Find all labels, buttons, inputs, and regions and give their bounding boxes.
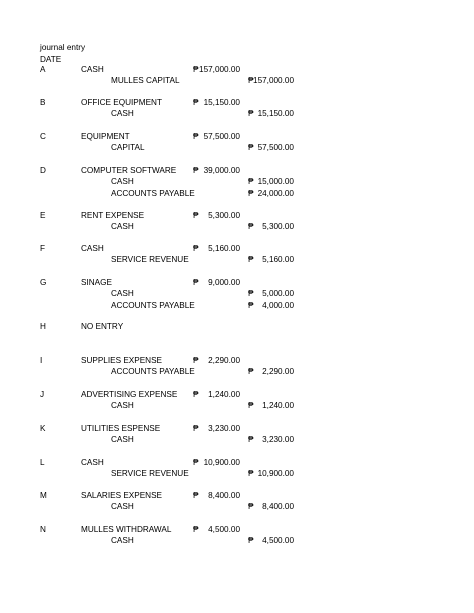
peso-sign: ₱ xyxy=(193,211,199,220)
debit-account-name: ADVERTISING EXPENSE xyxy=(81,390,178,399)
peso-sign: ₱ xyxy=(248,300,254,310)
credit-account-name: MULLES CAPITAL xyxy=(111,76,180,86)
credit-account-name: CASH xyxy=(111,401,134,411)
journal-title: journal entry xyxy=(40,43,86,52)
credit-amount: 157,000.00 xyxy=(253,76,294,86)
debit-amount: 9,000.00 xyxy=(208,278,240,287)
debit-amount: 57,500.00 xyxy=(203,132,240,141)
debit-amount: 1,240.00 xyxy=(208,390,240,399)
debit-account-name: UTILITIES ESPENSE xyxy=(81,424,161,433)
peso-sign: ₱ xyxy=(248,222,254,232)
peso-sign: ₱ xyxy=(193,132,199,141)
credit-amount: 3,230.00 xyxy=(262,435,294,445)
debit-amount: 10,900.00 xyxy=(203,458,240,467)
peso-sign: ₱ xyxy=(193,491,199,500)
peso-sign: ₱ xyxy=(248,177,254,187)
entry-letter: D xyxy=(40,166,46,175)
peso-sign: ₱ xyxy=(193,525,199,534)
peso-sign: ₱ xyxy=(193,424,199,433)
peso-sign: ₱ xyxy=(193,244,199,253)
peso-sign: ₱ xyxy=(248,143,254,153)
credit-amount: 4,500.00 xyxy=(262,536,294,546)
credit-amount: 24,000.00 xyxy=(257,188,294,198)
debit-amount: 8,400.00 xyxy=(208,491,240,500)
debit-account-name: NO ENTRY xyxy=(81,322,124,331)
peso-sign: ₱ xyxy=(193,278,199,287)
peso-sign: ₱ xyxy=(248,367,254,377)
debit-amount: 2,290.00 xyxy=(208,356,240,365)
credit-account-name: ACCOUNTS PAYABLE xyxy=(111,367,195,377)
credit-account-name: CASH xyxy=(111,222,134,232)
debit-account-name: OFFICE EQUIPMENT xyxy=(81,98,162,107)
credit-amount: 15,150.00 xyxy=(257,109,294,119)
entry-letter: F xyxy=(40,244,46,253)
peso-sign: ₱ xyxy=(193,98,199,107)
entry-letter: K xyxy=(40,424,46,433)
peso-sign: ₱ xyxy=(193,390,199,399)
credit-account-name: CAPITAL xyxy=(111,143,145,153)
debit-amount: 39,000.00 xyxy=(203,166,240,175)
credit-account-name: SERVICE REVENUE xyxy=(111,255,189,265)
entry-letter: L xyxy=(40,458,45,467)
peso-sign: ₱ xyxy=(193,166,199,175)
debit-amount: 5,160.00 xyxy=(208,244,240,253)
debit-account-name: CASH xyxy=(81,244,104,253)
peso-sign: ₱ xyxy=(248,401,254,411)
entry-letter: A xyxy=(40,65,46,74)
entry-letter: N xyxy=(40,525,46,534)
credit-amount: 2,290.00 xyxy=(262,367,294,377)
entry-letter: H xyxy=(40,322,46,331)
entry-letter: E xyxy=(40,211,46,220)
debit-amount: 15,150.00 xyxy=(203,98,240,107)
credit-amount: 5,300.00 xyxy=(262,222,294,232)
credit-amount: 15,000.00 xyxy=(257,177,294,187)
entry-letter: J xyxy=(40,390,45,399)
peso-sign: ₱ xyxy=(248,109,254,119)
peso-sign: ₱ xyxy=(248,502,254,512)
credit-amount: 5,000.00 xyxy=(262,289,294,299)
peso-sign: ₱ xyxy=(248,289,254,299)
debit-account-name: RENT EXPENSE xyxy=(81,211,145,220)
debit-account-name: COMPUTER SOFTWARE xyxy=(81,166,177,175)
debit-account-name: SALARIES EXPENSE xyxy=(81,491,162,500)
peso-sign: ₱ xyxy=(248,188,254,198)
credit-account-name: ACCOUNTS PAYABLE xyxy=(111,300,195,310)
date-column-header: DATE xyxy=(40,55,62,64)
entry-letter: C xyxy=(40,132,46,141)
debit-account-name: CASH xyxy=(81,458,104,467)
debit-amount: 5,300.00 xyxy=(208,211,240,220)
peso-sign: ₱ xyxy=(248,76,254,86)
credit-amount: 4,000.00 xyxy=(262,300,294,310)
peso-sign: ₱ xyxy=(193,458,199,467)
peso-sign: ₱ xyxy=(248,435,254,445)
credit-account-name: CASH xyxy=(111,536,134,546)
debit-account-name: MULLES WITHDRAWAL xyxy=(81,525,172,534)
credit-account-name: ACCOUNTS PAYABLE xyxy=(111,188,195,198)
debit-amount: 157,000.00 xyxy=(199,65,240,74)
entry-letter: I xyxy=(40,356,43,365)
credit-account-name: CASH xyxy=(111,109,134,119)
peso-sign: ₱ xyxy=(193,65,199,74)
entry-letter: B xyxy=(40,98,46,107)
debit-account-name: SUPPLIES EXPENSE xyxy=(81,356,162,365)
credit-amount: 57,500.00 xyxy=(257,143,294,153)
peso-sign: ₱ xyxy=(193,356,199,365)
debit-account-name: CASH xyxy=(81,65,104,74)
debit-amount: 4,500.00 xyxy=(208,525,240,534)
credit-account-name: CASH xyxy=(111,177,134,187)
debit-account-name: SINAGE xyxy=(81,278,112,287)
debit-amount: 3,230.00 xyxy=(208,424,240,433)
credit-amount: 1,240.00 xyxy=(262,401,294,411)
credit-amount: 10,900.00 xyxy=(257,469,294,479)
credit-account-name: CASH xyxy=(111,502,134,512)
peso-sign: ₱ xyxy=(248,255,254,265)
credit-account-name: CASH xyxy=(111,435,134,445)
credit-account-name: SERVICE REVENUE xyxy=(111,469,189,479)
peso-sign: ₱ xyxy=(248,536,254,546)
debit-account-name: EQUIPMENT xyxy=(81,132,130,141)
entry-letter: G xyxy=(40,278,47,287)
credit-amount: 5,160.00 xyxy=(262,255,294,265)
peso-sign: ₱ xyxy=(248,469,254,479)
credit-amount: 8,400.00 xyxy=(262,502,294,512)
credit-account-name: CASH xyxy=(111,289,134,299)
entry-letter: M xyxy=(40,491,47,500)
